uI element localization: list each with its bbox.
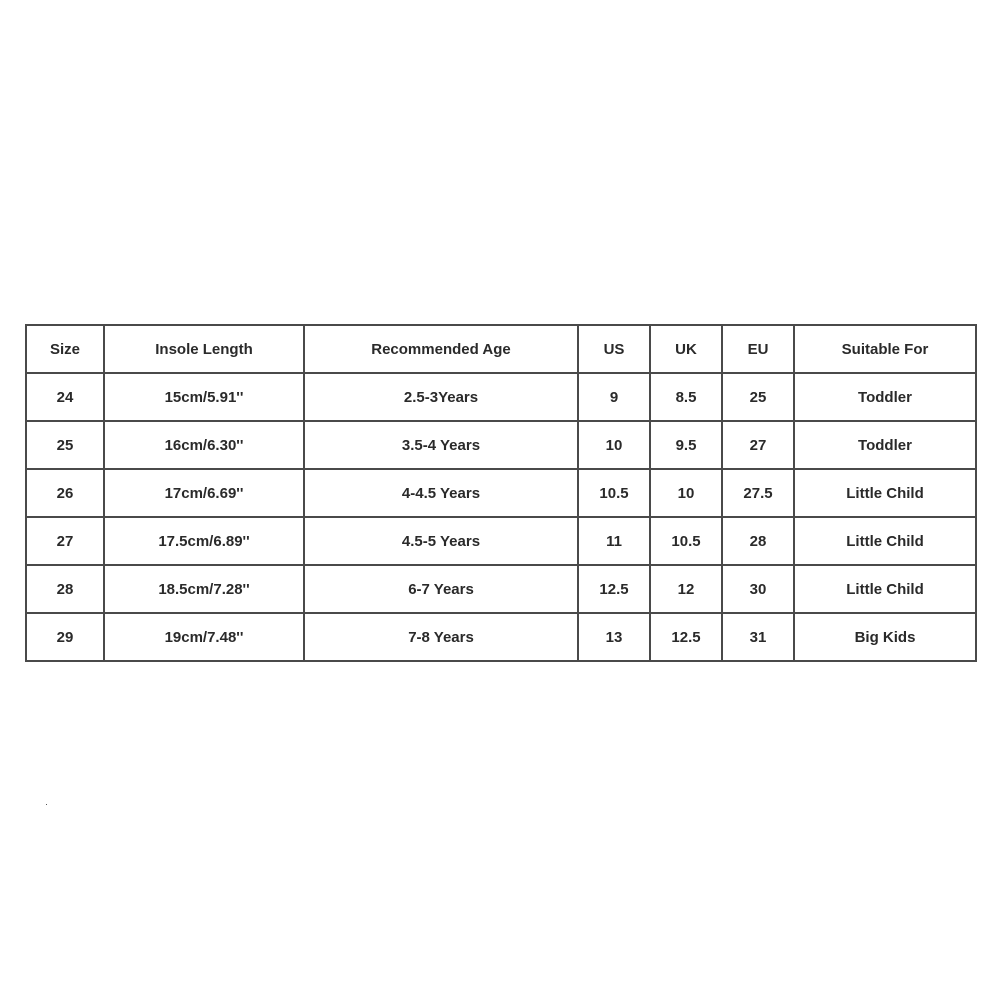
cell-recommended-age: 7-8 Years <box>304 613 578 661</box>
table-row <box>26 469 976 517</box>
header-row <box>26 325 976 373</box>
cell-suitable-for: Little Child <box>794 469 976 517</box>
cell-uk: 10 <box>650 469 722 517</box>
cell-us: 9 <box>578 373 650 421</box>
header-us: US <box>578 325 650 373</box>
table-row <box>26 517 976 565</box>
header-suitable-for: Suitable For <box>794 325 976 373</box>
cell-us: 10.5 <box>578 469 650 517</box>
cell-suitable-for: Little Child <box>794 565 976 613</box>
cell-size: 25 <box>26 421 104 469</box>
cell-insole-length: 18.5cm/7.28'' <box>104 565 304 613</box>
cell-us: 12.5 <box>578 565 650 613</box>
table-header <box>26 325 976 373</box>
cell-suitable-for: Toddler <box>794 373 976 421</box>
cell-size: 29 <box>26 613 104 661</box>
cell-eu: 31 <box>722 613 794 661</box>
cell-recommended-age: 2.5-3Years <box>304 373 578 421</box>
cell-eu: 25 <box>722 373 794 421</box>
table-body <box>26 373 976 661</box>
cell-size: 27 <box>26 517 104 565</box>
cell-recommended-age: 6-7 Years <box>304 565 578 613</box>
header-uk: UK <box>650 325 722 373</box>
size-chart-table <box>25 324 977 662</box>
cell-suitable-for: Big Kids <box>794 613 976 661</box>
cell-recommended-age: 3.5-4 Years <box>304 421 578 469</box>
stray-speck <box>46 804 47 805</box>
cell-recommended-age: 4.5-5 Years <box>304 517 578 565</box>
cell-insole-length: 17cm/6.69'' <box>104 469 304 517</box>
table-row <box>26 373 976 421</box>
header-recommended-age: Recommended Age <box>304 325 578 373</box>
cell-us: 11 <box>578 517 650 565</box>
table-row <box>26 421 976 469</box>
cell-size: 26 <box>26 469 104 517</box>
cell-uk: 12.5 <box>650 613 722 661</box>
header-insole-length: Insole Length <box>104 325 304 373</box>
cell-uk: 10.5 <box>650 517 722 565</box>
cell-recommended-age: 4-4.5 Years <box>304 469 578 517</box>
cell-uk: 8.5 <box>650 373 722 421</box>
cell-size: 24 <box>26 373 104 421</box>
cell-insole-length: 16cm/6.30'' <box>104 421 304 469</box>
cell-insole-length: 17.5cm/6.89'' <box>104 517 304 565</box>
cell-suitable-for: Little Child <box>794 517 976 565</box>
cell-us: 13 <box>578 613 650 661</box>
header-eu: EU <box>722 325 794 373</box>
cell-uk: 12 <box>650 565 722 613</box>
table-row <box>26 613 976 661</box>
cell-suitable-for: Toddler <box>794 421 976 469</box>
cell-insole-length: 15cm/5.91'' <box>104 373 304 421</box>
cell-size: 28 <box>26 565 104 613</box>
cell-eu: 28 <box>722 517 794 565</box>
cell-eu: 27 <box>722 421 794 469</box>
cell-eu: 30 <box>722 565 794 613</box>
header-size: Size <box>26 325 104 373</box>
cell-eu: 27.5 <box>722 469 794 517</box>
cell-uk: 9.5 <box>650 421 722 469</box>
cell-us: 10 <box>578 421 650 469</box>
cell-insole-length: 19cm/7.48'' <box>104 613 304 661</box>
table-row <box>26 565 976 613</box>
